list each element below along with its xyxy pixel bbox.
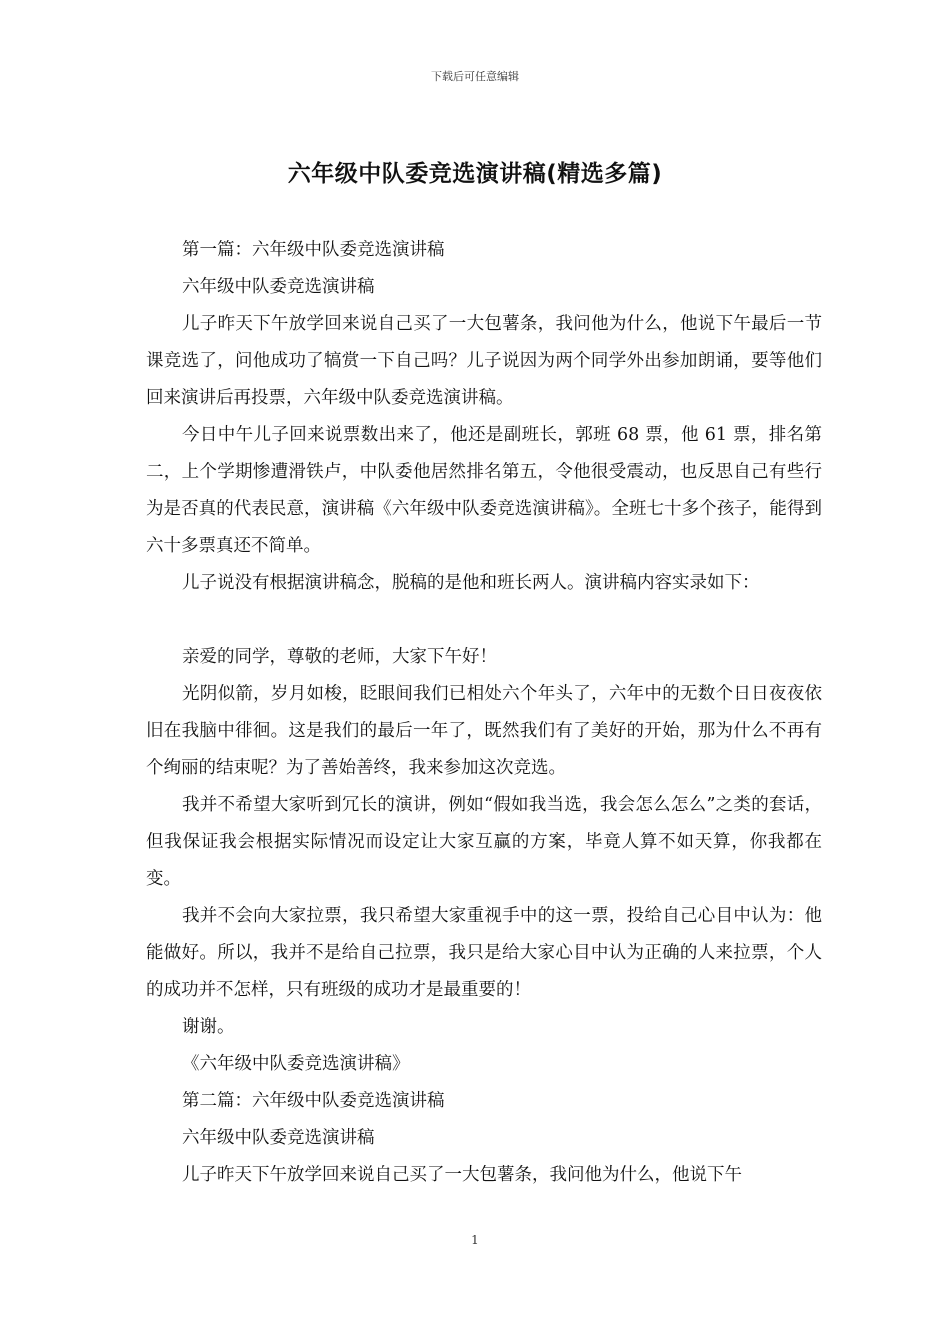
- paragraph-11: 谢谢。: [182, 1017, 235, 1037]
- paragraph-13: 第二篇：六年级中队委竞选演讲稿: [182, 1091, 445, 1111]
- paragraph-12: 《六年级中队委竞选演讲稿》: [182, 1054, 410, 1074]
- document-title: 六年级中队委竞选演讲稿(精选多篇): [287, 161, 663, 187]
- document-body: [146, 232, 822, 1194]
- paragraph-9: 我并不希望大家听到冗长的演讲，例如“假如我当选，我会怎么怎么”之类的套话，但我保证我会根据实际情况而设定让大家互赢的方案，毕竟人算不如天算，你我都在变。: [146, 795, 822, 889]
- paragraph-7: 亲爱的同学，尊敬的老师，大家下午好！: [182, 647, 497, 667]
- paragraph-15: 儿子昨天下午放学回来说自己买了一大包薯条，我问他为什么，他说下午: [182, 1165, 742, 1185]
- paragraph-5: 儿子说没有根据演讲稿念，脱稿的是他和班长两人。演讲稿内容实录如下：: [182, 573, 760, 593]
- paragraph-8: 光阴似箭，岁月如梭，眨眼间我们已相处六个年头了，六年中的无数个日日夜夜依旧在我脑中徘徊。这是我们的最后一年了，既然我们有了美好的开始，那为什么不再有个绚丽的结束呢？为了善始善终，我来参加这次竞选。: [146, 684, 822, 778]
- paragraph-10: 我并不会向大家拉票，我只希望大家重视手中的这一票，投给自己心目中认为：他能做好。所以，我并不是给自己拉票，我只是给大家心目中认为正确的人来拉票，个人的成功并不怎样，只有班级的成功才是最重要的！: [146, 906, 822, 1000]
- paragraph-1: 第一篇：六年级中队委竞选演讲稿: [182, 240, 445, 260]
- paragraph-14: 六年级中队委竞选演讲稿: [182, 1128, 375, 1148]
- paragraph-3: 儿子昨天下午放学回来说自己买了一大包薯条，我问他为什么，他说下午最后一节课竞选了，问他成功了犒赏一下自己吗？儿子说因为两个同学外出参加朗诵，要等他们回来演讲后再投票，六年级中队委竞选演讲稿。: [146, 314, 822, 408]
- header-note: 下载后可任意编辑: [431, 70, 519, 83]
- paragraph-4: 今日中午儿子回来说票数出来了，他还是副班长，郭班 68 票，他 61 票，排名第二，上个学期惨遭滑铁卢，中队委他居然排名第五，令他很受震动，也反思自己有些行为是否真的代表民意，演讲稿《六年级中队委竞选演讲稿》。全班七十多个孩子，能得到六十多票真还不简单。: [146, 425, 822, 556]
- page-number: 1: [471, 1233, 479, 1247]
- paragraph-spacer: [146, 602, 822, 639]
- paragraph-2: 六年级中队委竞选演讲稿: [182, 277, 375, 297]
